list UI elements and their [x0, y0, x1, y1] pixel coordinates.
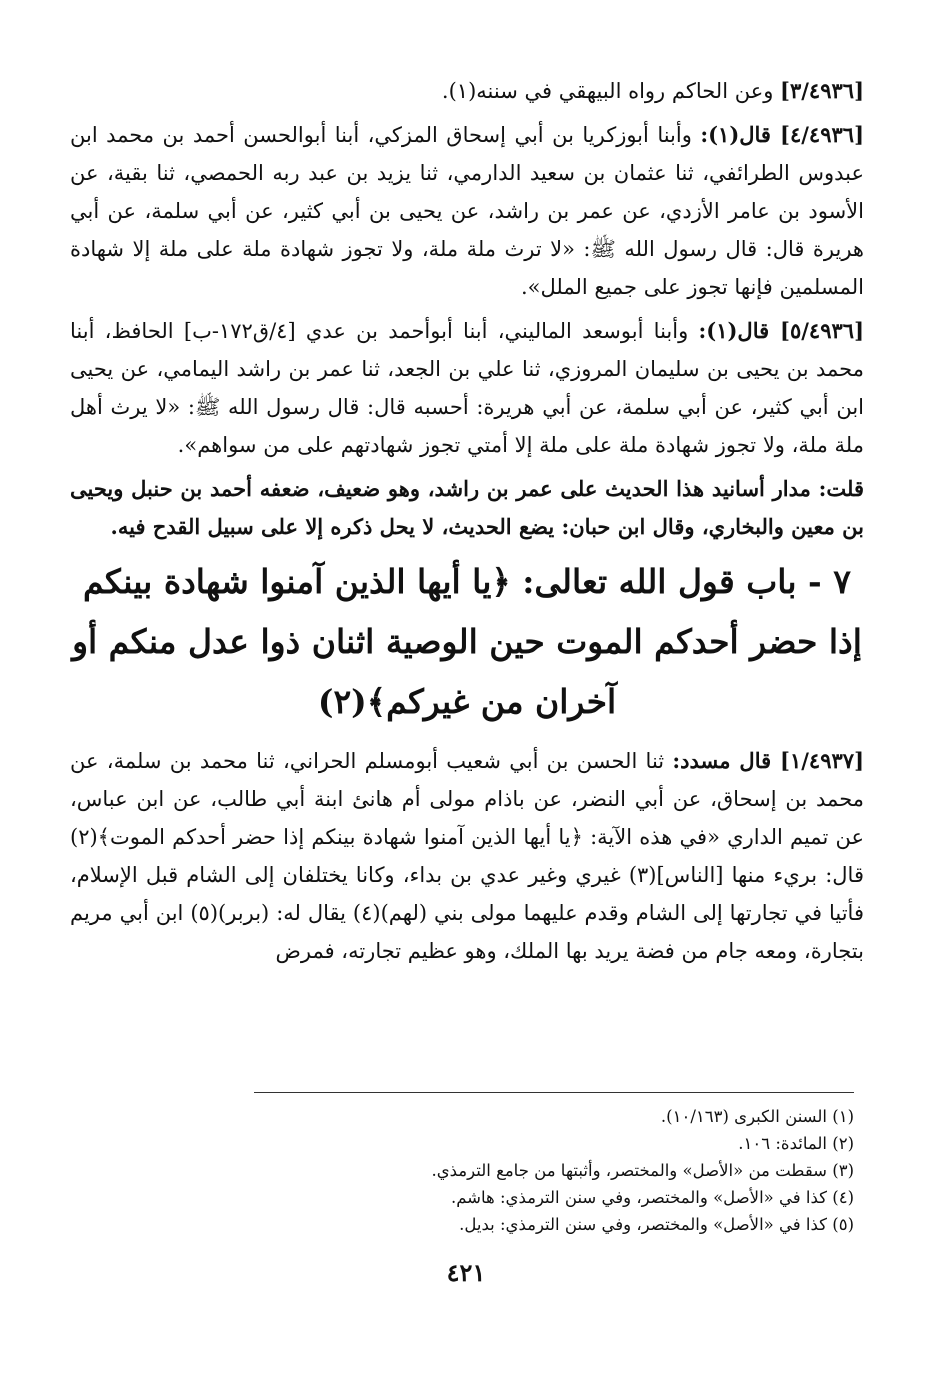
- author-comment: [70, 470, 864, 546]
- hadith-ref: [٣/٤٩٣٦]: [780, 78, 864, 103]
- page-number: ٤٢١: [446, 1258, 486, 1287]
- hadith-text: وأبنا أبوسعد الماليني، أبنا أبوأحمد بن عدي [٤/ق١٧٢-ب] الحافظ، أبنا محمد بن يحيى بن سليمان المروزي، ثنا علي بن الجعد، ثنا عمر بن راشد اليمامي، عن يحيى ابن أبي كثير، عن أبي سلمة، عن أبي هريرة: أحسبه قال: قال رسول الله ﷺ: «لا يرث أهل ملة ملة، ولا تجوز شهادة ملة على ملة إلا أمتي تجوز شهادتهم على من سواهم».: [70, 319, 864, 457]
- chapter-heading: ٧ - باب قول الله تعالى: ﴿يا أيها الذين آمنوا شهادة بينكم إذا حضر أحدكم الموت حين الوصية اثنان ذوا عدل منكم أو آخران من غيركم﴾(٢): [72, 562, 862, 721]
- hadith-paragraph-3: [70, 312, 864, 464]
- footnote-4: (٤) كذا في «الأصل» والمختصر، وفي سنن الترمذي: هاشم.: [450, 1188, 854, 1207]
- footnote-1: (١) السنن الكبرى (١٠/١٦٣).: [660, 1107, 854, 1126]
- hadith-ref: [١/٤٩٣٧] قال مسدد:: [672, 748, 864, 773]
- footnote-2: (٢) المائدة: ١٠٦.: [738, 1134, 854, 1153]
- hadith-ref: [٤/٤٩٣٦] قال(١):: [700, 122, 864, 147]
- hadith-text: وأبنا أبوزكريا بن أبي إسحاق المزكي، أبنا أبوالحسن أحمد بن محمد ابن عبدوس الطرائفي، ثنا عثمان بن سعيد الدارمي، ثنا يزيد بن عبد ربه الحمصي، ثنا بقية، عن الأسود بن عامر الأزدي، عن عمر بن راشد، عن يحيى بن أبي كثير، عن أبي سلمة، عن أبي هريرة قال: قال رسول الله ﷺ: «لا ترث ملة ملة، ولا تجوز شهادة ملة على ملة إلا شهادة المسلمين فإنها تجوز على جميع الملل».: [70, 123, 864, 299]
- hadith-paragraph-1: [70, 72, 864, 110]
- hadith-paragraph-4: [70, 742, 864, 970]
- hadith-paragraph-2: [70, 116, 864, 306]
- footnote-5: (٥) كذا في «الأصل» والمختصر، وفي سنن الترمذي: بديل.: [459, 1215, 854, 1234]
- hadith-ref: [٥/٤٩٣٦] قال(١):: [698, 318, 864, 343]
- footnote-3: (٣) سقطت من «الأصل» والمختصر، وأثبتها من جامع الترمذي.: [431, 1161, 854, 1180]
- hadith-text: ثنا الحسن بن أبي شعيب أبومسلم الحراني، ثنا محمد بن سلمة، عن محمد بن إسحاق، عن أبي النضر، عن باذام مولى أم هانئ ابنة أبي طالب، عن ابن عباس، عن تميم الداري «في هذه الآية: ﴿يا أيها الذين آمنوا شهادة بينكم إذا حضر أحدكم الموت﴾(٢) قال: بريء منها [الناس](٣) غيري وغير عدي بن بداء، وكانا يختلفان إلى الشام قبل الإسلام، فأتيا في تجارتها إلى الشام وقدم عليهما مولى بني (لهم)(٤) يقال له: (بربر)(٥) ابن أبي مريم بتجارة، ومعه جام من فضة يريد بها الملك، وهو عظيم تجارته، فمرض: [70, 749, 864, 963]
- comment-text: قلت: مدار أسانيد هذا الحديث على عمر بن راشد، وهو ضعيف، ضعفه أحمد بن حنبل ويحيى بن معين والبخاري، وقال ابن حبان: يضع الحديث، لا يحل ذكره إلا على سبيل القدح فيه.: [70, 476, 864, 539]
- hadith-text: وعن الحاكم رواه البيهقي في سننه(١).: [441, 79, 781, 103]
- footnotes: [254, 1092, 854, 1238]
